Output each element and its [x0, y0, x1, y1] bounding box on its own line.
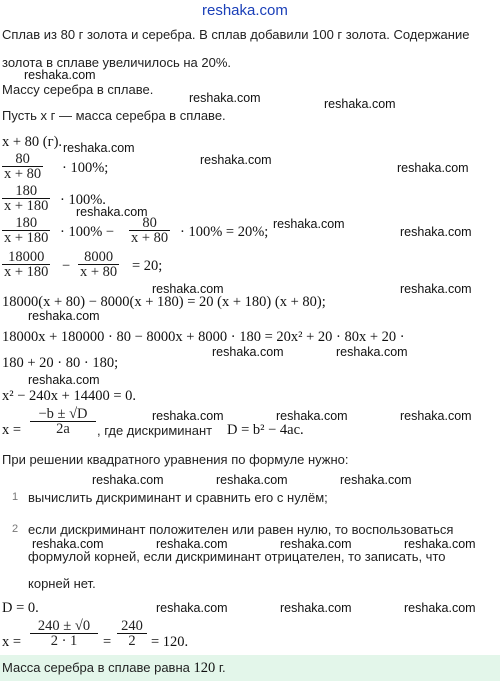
watermark: reshaka.com [397, 161, 469, 175]
answer-label: Масса серебра в сплаве равна [2, 660, 190, 675]
eq-expanded: 18000(x + 80) − 8000(x + 180) = 20 (x + 180) (x + 80); [2, 294, 326, 310]
eq11-lhs: x = [2, 634, 22, 650]
eq3-middle: · 100% − [60, 224, 115, 240]
list-marker: 2 [12, 523, 19, 535]
discriminant-label: , где дискриминант [97, 423, 213, 438]
watermark: reshaka.com [189, 91, 261, 105]
eq3-fraction-b [129, 216, 170, 245]
fraction-denominator: x + 80 [4, 166, 42, 182]
eq3-fraction-a [2, 216, 50, 245]
eq4-tail: = 20; [132, 258, 163, 274]
eq11-middle: = [103, 634, 112, 650]
fraction-numerator: 80 [15, 151, 30, 167]
fraction-numerator: 180 [15, 215, 38, 231]
watermark: reshaka.com [76, 205, 148, 219]
discriminant-formula: D = b² − 4ac. [227, 422, 304, 438]
watermark: reshaka.com [63, 141, 135, 155]
fraction-numerator: −b ± √D [38, 406, 88, 422]
watermark: reshaka.com [156, 537, 228, 551]
fraction-denominator: 2a [30, 421, 96, 436]
watermark: reshaka.com [280, 537, 352, 551]
fraction-denominator: x + 80 [80, 264, 118, 280]
eq4-fraction-a [2, 250, 50, 279]
watermark: reshaka.com [28, 373, 100, 387]
watermark: reshaka.com [216, 473, 288, 487]
hint-item-2-line-3: корней нет. [28, 576, 96, 591]
watermark: reshaka.com [404, 537, 476, 551]
eq-expanded-3: 180 + 20 · 80 · 180; [2, 355, 119, 371]
fraction-tail: · 100%. [60, 192, 106, 208]
root-fraction-a [30, 619, 98, 648]
watermark: reshaka.com [152, 409, 224, 423]
fraction-numerator: 18000 [8, 249, 45, 265]
fraction-denominator: x + 180 [4, 230, 49, 246]
fraction-tail: · 100%; [62, 160, 109, 176]
watermark: reshaka.com [336, 345, 408, 359]
problem-line-1: Сплав из 80 г золота и серебра. В сплав добавили 100 г золота. Содержание [2, 27, 470, 42]
fraction-numerator: 80 [142, 215, 157, 231]
fraction-denominator: x + 180 [4, 264, 49, 280]
list-marker: 1 [12, 491, 19, 503]
watermark: reshaka.com [200, 153, 272, 167]
answer-text [2, 660, 226, 677]
fraction-denominator: 2 · 1 [30, 633, 98, 648]
fraction-denominator: x + 80 [131, 230, 169, 246]
watermark: reshaka.com [400, 225, 472, 239]
fraction-numerator: 240 ± √0 [37, 618, 91, 634]
watermark: reshaka.com [28, 309, 100, 323]
answer-value: 120 [193, 660, 216, 676]
fraction-denominator: x + 180 [4, 198, 49, 214]
hint-intro: При решении квадратного уравнения по формуле нужно: [2, 452, 349, 467]
eq-expanded-2: 18000x + 180000 · 80 − 8000x + 8000 · 180 = 20x² + 20 · 80x + 20 · [2, 329, 405, 345]
discriminant-value: D = 0. [2, 600, 39, 616]
watermark: reshaka.com [276, 409, 348, 423]
watermark: reshaka.com [400, 282, 472, 296]
eq11-tail: = 120. [151, 634, 189, 650]
watermark: reshaka.com [340, 473, 412, 487]
eq4-fraction-b [78, 250, 119, 279]
eq-quadratic: x² − 240x + 14400 = 0. [2, 388, 137, 404]
expr-total-mass: x + 80 (г). [2, 134, 63, 150]
eq3-tail: · 100% = 20%; [180, 224, 269, 240]
watermark: reshaka.com [280, 601, 352, 615]
watermark: reshaka.com [273, 217, 345, 231]
fraction-denominator: 2 [117, 633, 147, 648]
watermark: reshaka.com [32, 537, 104, 551]
problem-line-2: золота в сплаве увеличилось на 20%. [2, 55, 231, 70]
watermark: reshaka.com [324, 97, 396, 111]
fraction-gold-final [2, 184, 50, 213]
fraction-numerator: 240 [121, 618, 143, 634]
watermark: reshaka.com [404, 601, 476, 615]
answer-unit: г. [218, 660, 226, 675]
watermark: reshaka.com [156, 601, 228, 615]
eq4-middle: − [62, 258, 71, 274]
watermark: reshaka.com [92, 473, 164, 487]
fraction-gold-initial [2, 152, 43, 181]
fraction-numerator: 180 [15, 183, 38, 199]
eq9-lhs: x = [2, 422, 22, 438]
problem-line-3: Массу серебра в сплаве. [2, 82, 154, 97]
watermark: reshaka.com [400, 409, 472, 423]
hint-item-2-line-1: если дискриминант положителен или равен нулю, то воспользоваться [28, 522, 454, 537]
watermark: reshaka.com [24, 68, 96, 82]
fraction-numerator: 8000 [84, 249, 114, 265]
site-watermark-top: reshaka.com [202, 2, 288, 19]
watermark: reshaka.com [212, 345, 284, 359]
watermark: reshaka.com [152, 282, 224, 296]
hint-item-1: вычислить дискриминант и сравнить его с нулём; [28, 490, 328, 505]
root-formula-fraction [30, 407, 96, 436]
problem-line-4: Пусть x г — масса серебра в сплаве. [2, 108, 226, 123]
root-fraction-b [117, 619, 147, 648]
hint-item-2-line-2: формулой корней, если дискриминант отрицателен, то записать, что [28, 549, 446, 564]
